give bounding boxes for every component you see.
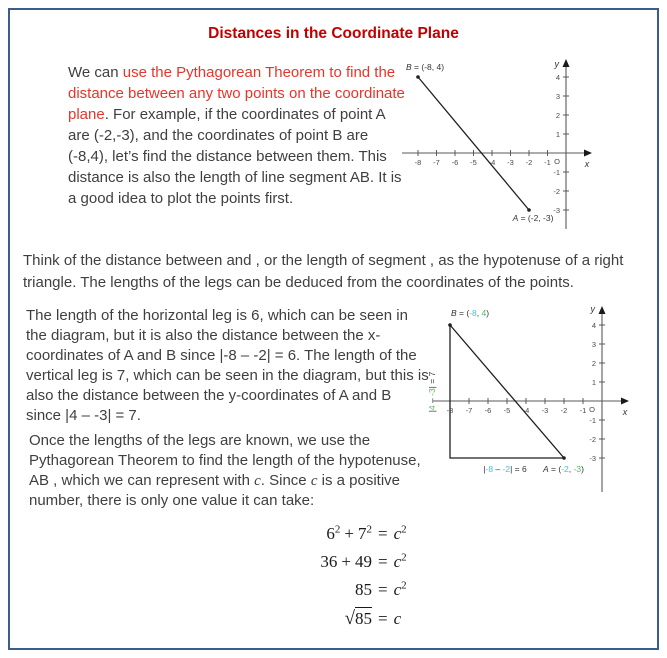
g1-x-tick-label: -2 <box>525 158 533 167</box>
plus-operator: + <box>341 552 351 571</box>
g2-x-tick-label: -1 <box>579 406 587 415</box>
g1-y-tick-label: 4 <box>555 73 560 82</box>
g2-a-x-coord: -2 <box>561 464 569 474</box>
variable-c: c <box>310 473 318 489</box>
g1-y-tick-label: 3 <box>555 92 560 101</box>
plus-operator: + <box>344 524 354 543</box>
g2-y-tick-label: 3 <box>591 340 596 349</box>
g2-point-a <box>562 456 566 460</box>
g1-x-tick-label: -4 <box>488 158 496 167</box>
g2-x-tick-label: -8 <box>446 406 454 415</box>
g2-v-y1: 4 <box>427 405 437 411</box>
g2-x-tick-label: -6 <box>484 406 492 415</box>
variable-c: c <box>393 552 402 571</box>
g2-b-y-coord: 4 <box>481 308 487 318</box>
g2-y-tick-label: -3 <box>589 454 596 463</box>
legs-paragraph: The length of the horizontal leg is 6, which can be seen in the diagram, but it is also the distance between the x-coordinates of A and B since |-8 – -2| = 6. The length of the vertical leg is 7, which can be seen in the diagram, but this is also the distance between the y-coordinates of A and B since |4 – -3| = 7. <box>26 307 429 424</box>
g1-x-tick-label: -3 <box>507 158 514 167</box>
g1-origin-label: O <box>554 157 560 166</box>
g2-b-eq: = ( <box>456 308 470 318</box>
g1-point-a-label <box>512 213 554 223</box>
g2-h-p1: | <box>483 464 486 474</box>
g1-a-name: A <box>512 213 519 223</box>
variable-c: c <box>254 473 261 489</box>
page-title: Distances in the Coordinate Plane <box>208 25 459 42</box>
graph-right-triangle <box>425 298 650 508</box>
g2-v-y2: -3 <box>427 388 437 396</box>
think-paragraph: Think of the distance between and , or the length of segment , as the hypotenuse of a right triangle. The lengths of the legs can be deduced from the coordinates of the points. <box>23 252 624 291</box>
g2-v-p2: | = 7 <box>427 371 437 389</box>
variable-c: c <box>393 524 402 543</box>
g2-y-tick-label: 1 <box>591 378 596 387</box>
g2-point-b-label <box>451 308 489 318</box>
g2-a-name: A <box>543 464 549 474</box>
intro-post-text: . For example, if the coordinates of point A are (-2,-3), and the coordinates of point B are (-8,4), let’s find the distance between them. This distance is also the length of line segment AB. It is a good idea to plot the points first. <box>68 106 402 207</box>
equation-2 <box>250 552 490 572</box>
eq-exponent: 2 <box>366 523 372 536</box>
g1-x-tick-label: -8 <box>414 158 422 167</box>
eq4-lhs <box>250 608 372 630</box>
g2-vertical-leg-label <box>427 371 437 412</box>
eq-exponent: 2 <box>401 523 407 536</box>
g1-x-tick-label: -5 <box>470 158 477 167</box>
g2-x-tick-label: -7 <box>465 406 473 415</box>
equation-block <box>250 524 490 630</box>
variable-c: c <box>393 609 402 628</box>
g1-segment-ab <box>418 77 529 210</box>
g2-h-p2: | = 6 <box>510 464 527 474</box>
g2-x-axis-arrow-icon <box>621 398 629 405</box>
graph-segment-ab <box>398 55 598 233</box>
equation-1 <box>250 524 490 544</box>
eq4-rhs <box>394 609 402 629</box>
g1-y-tick-label: -2 <box>553 187 560 196</box>
g2-x-tick-label: -3 <box>541 406 549 415</box>
g2-y-tick-label: -1 <box>589 416 596 425</box>
g1-y-tick-label: 2 <box>555 111 560 120</box>
once-paragraph <box>29 431 439 511</box>
eq-term: 7 <box>358 524 367 543</box>
g1-y-tick-label: -1 <box>553 168 560 177</box>
equals-sign: = <box>378 524 388 543</box>
once-text-1: Once the lengths of the legs are known, we use the Pythagorean Theorem to find the length of the hypotenuse, AB , which we can represent with <box>29 432 421 489</box>
g2-y-axis-arrow-icon <box>599 306 606 314</box>
once-text-3: is a positive number, there is only one value it can take: <box>29 472 401 509</box>
g2-a-sep: , <box>568 464 574 474</box>
eq-exponent: 2 <box>401 579 407 592</box>
eq-term: 36 <box>320 552 338 571</box>
g2-point-b <box>448 323 452 327</box>
g1-x-axis-arrow-icon <box>584 150 592 157</box>
equals-sign: = <box>378 580 388 599</box>
g2-a-eq: = ( <box>548 464 562 474</box>
eq2-lhs <box>250 552 372 572</box>
g2-v-p1: | <box>427 410 437 413</box>
equals-sign: = <box>378 552 388 571</box>
g1-x-axis-label: x <box>584 159 590 169</box>
eq-term: 85 <box>355 580 372 599</box>
eq1-rhs <box>394 524 407 544</box>
g1-y-tick-label: -3 <box>553 206 560 215</box>
g1-point-b-label <box>406 62 444 72</box>
g1-point-b <box>416 75 420 79</box>
once-text-2: . Since <box>260 472 311 489</box>
g1-y-axis-arrow-icon <box>563 59 570 67</box>
g1-point-a <box>527 208 531 212</box>
intro-paragraph <box>68 62 406 209</box>
g2-a-y-coord: -3 <box>573 464 582 474</box>
g1-y-axis-label: y <box>554 59 559 69</box>
eq-exponent: 2 <box>401 551 407 564</box>
g2-x-tick-label: -2 <box>560 406 568 415</box>
g2-y-tick-label: -2 <box>589 435 596 444</box>
eq-term: 6 <box>326 524 335 543</box>
g2-b-post: ) <box>486 308 490 318</box>
g2-v-minus: – <box>427 395 437 406</box>
intro-pre-text: We can <box>68 64 123 81</box>
g1-y-tick-label: 1 <box>555 130 560 139</box>
g2-h-minus: – <box>493 464 503 474</box>
g1-x-tick-label: -1 <box>544 158 551 167</box>
g2-horizontal-leg-label <box>483 464 527 474</box>
eq3-rhs <box>394 580 407 600</box>
g1-b-coords: = (-8, 4) <box>411 62 445 72</box>
g2-point-a-label <box>542 464 584 474</box>
g1-x-tick-label: -7 <box>433 158 440 167</box>
equation-3 <box>250 580 490 600</box>
g2-a-post: ) <box>581 464 584 474</box>
eq-term: 49 <box>355 552 372 571</box>
g2-right-triangle-shape <box>450 325 564 458</box>
g1-b-name: B <box>406 62 412 72</box>
equation-4 <box>250 608 490 630</box>
g1-x-tick-label: -6 <box>451 158 459 167</box>
g2-b-sep: , <box>476 308 482 318</box>
g2-y-axis-label: y <box>590 304 595 314</box>
g2-h-x1: -8 <box>485 464 494 474</box>
g2-x-tick-label: -4 <box>522 406 530 415</box>
g2-origin-label: O <box>589 405 595 414</box>
variable-c: c <box>393 580 402 599</box>
eq1-lhs <box>250 524 372 544</box>
g2-x-axis-label: x <box>622 407 628 417</box>
g1-a-coords: = (-2, -3) <box>518 213 554 223</box>
g2-x-tick-label: -5 <box>503 406 511 415</box>
eq3-lhs <box>250 580 372 600</box>
eq2-rhs <box>394 552 407 572</box>
g2-h-x2: -2 <box>502 464 511 474</box>
g2-y-tick-label: 2 <box>591 359 596 368</box>
intro-red-text: use the Pythagorean Theorem to find the distance between any two points on the coordinate plane <box>68 64 405 123</box>
eq-exponent: 2 <box>334 523 341 536</box>
radical-sign: √ <box>344 608 355 629</box>
g2-b-name: B <box>451 308 457 318</box>
equals-sign: = <box>378 609 388 628</box>
g2-b-x-coord: -8 <box>469 308 477 318</box>
g2-y-tick-label: 4 <box>591 321 596 330</box>
eq-term: 85 <box>355 609 372 628</box>
